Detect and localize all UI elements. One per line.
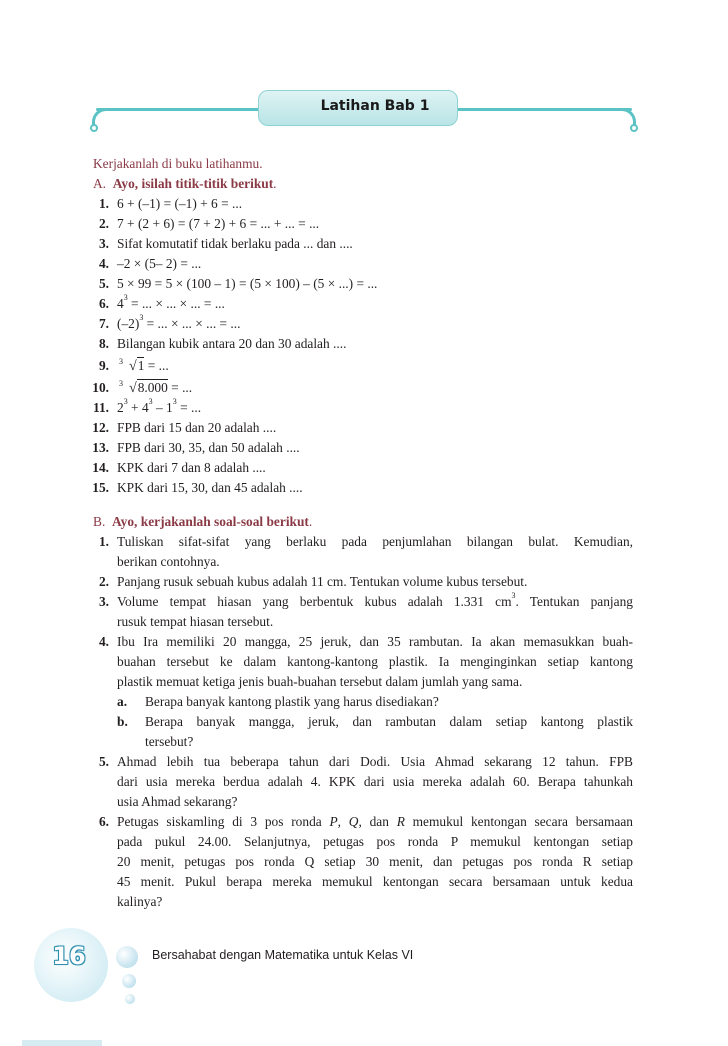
header-left-knob — [90, 124, 98, 132]
section-b-heading: B. Ayo, kerjakanlah soal-soal berikut. — [93, 514, 313, 529]
page-number: 16 — [52, 942, 86, 970]
decor-bubble — [122, 974, 136, 988]
section-a-letter: A — [93, 176, 103, 191]
section-b-letter: B — [93, 514, 102, 529]
section-a-title: Ayo, isilah titik-titik berikut — [112, 176, 274, 191]
cube-root: 3 √1 — [119, 357, 145, 374]
decor-bubble — [125, 994, 135, 1004]
instruction: Kerjakanlah di buku latihanmu. — [93, 156, 263, 171]
decor-bubble — [116, 946, 138, 968]
chapter-exercise-title: Latihan Bab 1 — [258, 90, 458, 126]
section-a-heading: A. Ayo, isilah titik-titik berikut. — [93, 176, 277, 191]
header-right-knob — [630, 124, 638, 132]
section-b-title: Ayo, kerjakanlah soal-soal berikut — [111, 514, 309, 529]
sub-item-label-b: b. — [117, 714, 128, 729]
cube-root: 3 √8.000 — [119, 379, 168, 396]
footer-bar — [22, 1040, 102, 1046]
book-title: Bersahabat dengan Matematika untuk Kelas VI — [152, 948, 414, 962]
sub-item-label-a: a. — [117, 694, 128, 709]
